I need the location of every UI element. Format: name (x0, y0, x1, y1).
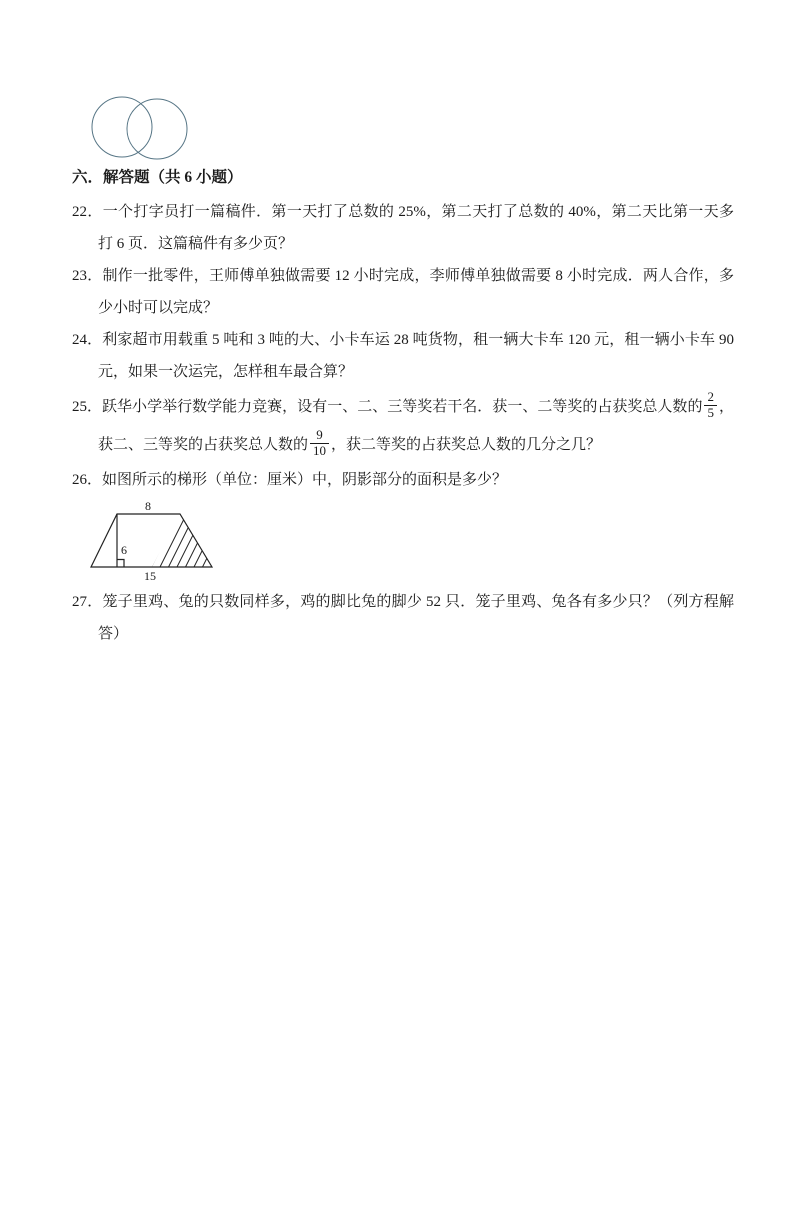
question-25-text-part2: ，获二、三等奖的占获奖总人数的 (98, 399, 734, 453)
questions-list (72, 196, 734, 650)
question-22 (72, 196, 734, 260)
fraction-denominator: 5 (704, 405, 717, 421)
question-25-text-part1: 跃华小学举行数学能力竞赛，设有一、二、三等奖若干名．获一、二等奖的占获奖总人数的 (102, 399, 703, 415)
right-circle (127, 99, 187, 159)
question-25 (72, 388, 734, 464)
question-27 (72, 586, 734, 650)
question-23-text: 制作一批零件，王师傅单独做需要 12 小时完成，李师傅单独做需要 8 小时完成．两人合作，多少小时可以完成？ (98, 268, 734, 316)
shaded-region-hatching (149, 506, 234, 572)
question-27-number: 27． (72, 594, 103, 610)
question-26-text: 如图所示的梯形（单位：厘米）中，阴影部分的面积是多少？ (102, 472, 508, 488)
question-23-number: 23． (72, 268, 103, 284)
overlapping-circles-icon (88, 94, 208, 164)
question-27-text: 笼子里鸡、兔的只数同样多，鸡的脚比兔的脚少 52 只．笼子里鸡、兔各有多少只？（列方程解答） (98, 594, 734, 642)
bottom-side-label: 15 (144, 569, 156, 583)
fraction-nine-tenths (310, 428, 329, 459)
question-25-text-part3: ，获二等奖的占获奖总人数的几分之几？ (331, 437, 602, 453)
fraction-denominator: 10 (310, 443, 329, 459)
fraction-numerator: 9 (316, 427, 323, 443)
trapezoid-diagram (84, 498, 234, 586)
fraction-numerator: 2 (707, 389, 714, 405)
question-26-number: 26． (72, 472, 103, 488)
question-22-number: 22． (72, 204, 103, 220)
section-header: 六．解答题（共 6 小题） (72, 169, 243, 186)
question-24-number: 24． (72, 332, 103, 348)
question-26 (72, 464, 734, 496)
fraction-two-fifths (704, 390, 717, 421)
overlapping-circles-figure (88, 94, 793, 164)
question-22-text: 一个打字员打一篇稿件．第一天打了总数的 25%，第二天打了总数的 40%，第二天比第一天多打 6 页．这篇稿件有多少页？ (98, 204, 734, 252)
worksheet-page (0, 94, 793, 1216)
question-25-number: 25． (72, 399, 103, 415)
height-label: 6 (121, 543, 127, 557)
top-side-label: 8 (145, 499, 151, 513)
trapezoid-figure (84, 498, 734, 586)
left-circle (92, 97, 152, 157)
right-angle-mark (117, 560, 124, 568)
question-24-text: 利家超市用载重 5 吨和 3 吨的大、小卡车运 28 吨货物，租一辆大卡车 120 元，租一辆小卡车 90 元，如果一次运完，怎样租车最合算？ (98, 332, 734, 380)
question-23 (72, 260, 734, 324)
question-24 (72, 324, 734, 388)
trapezoid-outline (91, 514, 212, 567)
